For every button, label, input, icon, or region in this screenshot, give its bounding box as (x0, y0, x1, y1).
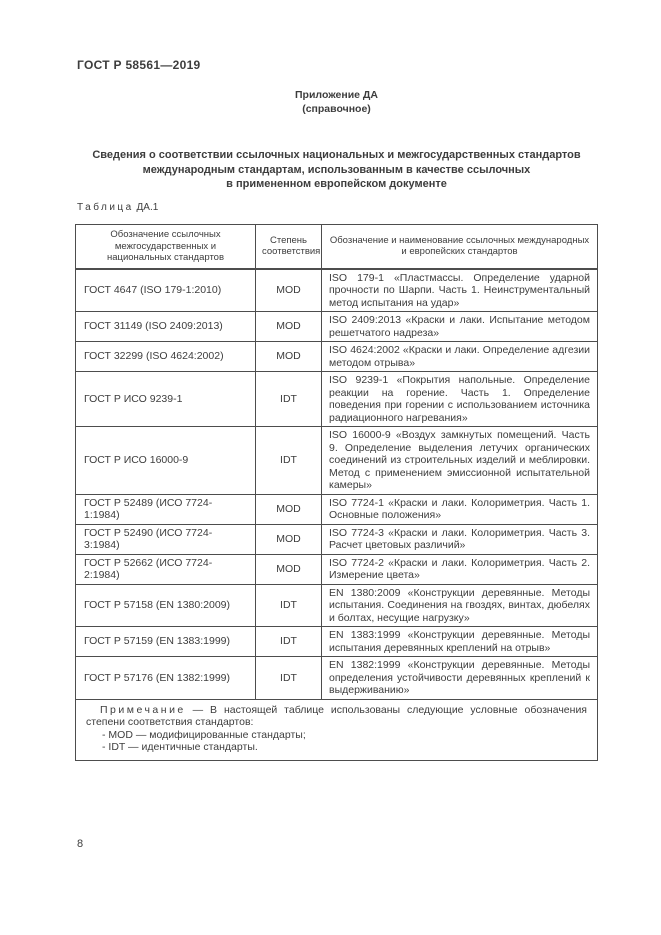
degree-cell: IDT (256, 627, 322, 657)
section-title-line-1: Сведения о соответствии ссылочных национальных и межгосударственных стандартов (92, 149, 581, 161)
international-standard-cell: ISO 4624:2002 «Краски и лаки. Определение адгезии методом отрыва» (322, 342, 598, 372)
table-row (76, 494, 598, 524)
table-row (76, 657, 598, 700)
national-standard-cell: ГОСТ Р 52662 (ИСО 7724-2:1984) (76, 554, 256, 584)
header-international-standards: Обозначение и наименование ссылочных международных и европейских стандартов (322, 225, 598, 269)
appendix-title: Приложение ДА (295, 89, 378, 101)
table-row (76, 554, 598, 584)
table-row (76, 427, 598, 495)
national-standard-cell: ГОСТ Р ИСО 9239-1 (76, 372, 256, 427)
international-standard-cell: EN 1380:2009 «Конструкции деревянные. Методы испытания. Соединения на гвоздях, винтах, дюбелях и болтах, несущие нагрузку» (322, 584, 598, 627)
table-row (76, 342, 598, 372)
international-standard-cell: ISO 7724-1 «Краски и лаки. Колориметрия. Часть 1. Основные положения» (322, 494, 598, 524)
doc-number: ГОСТ Р 58561—2019 (77, 58, 201, 72)
note-cell (76, 699, 598, 760)
national-standard-cell: ГОСТ 31149 (ISO 2409:2013) (76, 312, 256, 342)
table-header-row (76, 225, 598, 269)
header-degree: Степень соответствия (256, 225, 322, 269)
table-row (76, 627, 598, 657)
note-label: Примечание (100, 703, 186, 716)
degree-cell: MOD (256, 269, 322, 312)
note-item-mod: - MOD — модифицированные стандарты; (102, 728, 306, 741)
table-caption-label: Таблица (77, 202, 134, 213)
table-row (76, 584, 598, 627)
appendix-subtitle: (справочное) (302, 102, 371, 115)
header-national-standards: Обозначение ссылочных межгосударственных и национальных стандартов (76, 225, 256, 269)
international-standard-cell: ISO 7724-3 «Краски и лаки. Колориметрия. Часть 3. Расчет цветовых различий» (322, 524, 598, 554)
degree-cell: IDT (256, 584, 322, 627)
standards-correspondence-table (75, 224, 598, 761)
degree-cell: IDT (256, 372, 322, 427)
table-row (76, 269, 598, 312)
section-title (75, 148, 598, 192)
international-standard-cell: EN 1382:1999 «Конструкции деревянные. Методы определения устойчивости деревянных креплений к выдерживанию» (322, 657, 598, 700)
international-standard-cell: ISO 16000-9 «Воздух замкнутых помещений. Часть 9. Определение выделения летучих органических соединений из строительных изделий и меблировки. Метод с применением эмиссионной испытательной камеры» (322, 427, 598, 495)
national-standard-cell: ГОСТ Р 57158 (EN 1380:2009) (76, 584, 256, 627)
national-standard-cell: ГОСТ Р 57159 (EN 1383:1999) (76, 627, 256, 657)
table-row (76, 524, 598, 554)
international-standard-cell: ISO 2409:2013 «Краски и лаки. Испытание методом решетчатого надреза» (322, 312, 598, 342)
degree-cell: IDT (256, 427, 322, 495)
section-title-line-2: международным стандартам, использованным в качестве ссылочных (142, 163, 531, 176)
national-standard-cell: ГОСТ Р 52489 (ИСО 7724-1:1984) (76, 494, 256, 524)
degree-cell: IDT (256, 657, 322, 700)
table-row (76, 312, 598, 342)
national-standard-cell: ГОСТ Р ИСО 16000-9 (76, 427, 256, 495)
degree-cell: MOD (256, 342, 322, 372)
international-standard-cell: ISO 7724-2 «Краски и лаки. Колориметрия. Часть 2. Измерение цвета» (322, 554, 598, 584)
degree-cell: MOD (256, 312, 322, 342)
degree-cell: MOD (256, 554, 322, 584)
national-standard-cell: ГОСТ 4647 (ISO 179-1:2010) (76, 269, 256, 312)
table-caption (77, 202, 158, 213)
degree-cell: MOD (256, 494, 322, 524)
note-item-idt: - IDT — идентичные стандарты. (102, 741, 258, 753)
degree-cell: MOD (256, 524, 322, 554)
note-row (76, 699, 598, 760)
note-text (86, 704, 587, 729)
international-standard-cell: EN 1383:1999 «Конструкции деревянные. Методы испытания деревянных креплений на отрыв» (322, 627, 598, 657)
international-standard-cell: ISO 179-1 «Пластмассы. Определение ударной прочности по Шарпи. Часть 1. Неинструментальный метод испытания на удар» (322, 269, 598, 312)
page-number: 8 (77, 838, 84, 850)
note-body: — В настоящей таблице использованы следующие условные обозначения степени соответствия стандартов: (86, 703, 587, 728)
international-standard-cell: ISO 9239-1 «Покрытия напольные. Определение реакции на горение. Часть 1. Определение поведения при горении с использованием источника радиационного нагревания» (322, 372, 598, 427)
section-title-line-3: в примененном европейском документе (226, 178, 447, 190)
national-standard-cell: ГОСТ Р 57176 (EN 1382:1999) (76, 657, 256, 700)
appendix-heading (75, 89, 598, 116)
national-standard-cell: ГОСТ Р 52490 (ИСО 7724-3:1984) (76, 524, 256, 554)
table-caption-ref: ДА.1 (136, 202, 159, 213)
standards-table-container (75, 224, 598, 761)
table-row (76, 372, 598, 427)
national-standard-cell: ГОСТ 32299 (ISO 4624:2002) (76, 342, 256, 372)
